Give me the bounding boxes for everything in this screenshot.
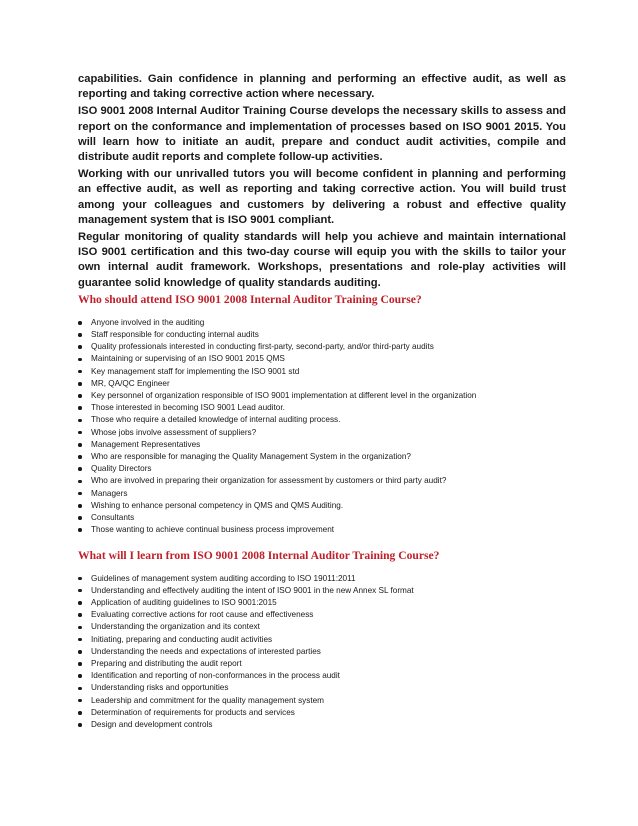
list-item bbox=[78, 585, 566, 597]
bullet-icon bbox=[78, 528, 82, 532]
bullet-icon bbox=[78, 687, 82, 691]
list-item-text: Design and development controls bbox=[91, 719, 213, 729]
bullet-icon bbox=[78, 626, 82, 630]
list-item bbox=[78, 621, 566, 633]
bullet-icon bbox=[78, 492, 82, 496]
list-item bbox=[78, 451, 566, 463]
list-item bbox=[78, 512, 566, 524]
list-item bbox=[78, 390, 566, 402]
list-item-text: Evaluating corrective actions for root cause and effectiveness bbox=[91, 610, 314, 620]
list-item bbox=[78, 463, 566, 475]
list-item-text: Quality Directors bbox=[91, 464, 152, 474]
bullet-icon bbox=[78, 321, 82, 325]
list-item-text: Understanding the organization and its context bbox=[91, 622, 260, 632]
bullet-icon bbox=[78, 419, 82, 423]
learning-outcomes-list bbox=[78, 573, 566, 732]
list-item-text: Managers bbox=[91, 488, 128, 498]
list-item bbox=[78, 402, 566, 414]
list-item-text: Anyone involved in the auditing bbox=[91, 317, 205, 327]
list-item bbox=[78, 646, 566, 658]
list-item bbox=[78, 439, 566, 451]
bullet-icon bbox=[78, 455, 82, 459]
list-item-text: Management Representatives bbox=[91, 439, 201, 449]
list-item-text: Wishing to enhance personal competency in QMS and QMS Auditing. bbox=[91, 500, 344, 510]
list-item bbox=[78, 378, 566, 390]
bullet-icon bbox=[78, 358, 82, 362]
list-item-text: Application of auditing guidelines to ISO 9001:2015 bbox=[91, 597, 277, 607]
paragraph-tutors: Working with our unrivalled tutors you will become confident in planning and performing an effective audit, as well as reporting and taking corrective action. You will build trust among your colleagues and customers by delivering a robust and effective quality management system that is ISO 9001 compliant. bbox=[78, 168, 566, 226]
list-item bbox=[78, 475, 566, 487]
paragraph-monitoring: Regular monitoring of quality standards will help you achieve and maintain international ISO 9001 certification and this two-day course will equip you with the skills to tailor your own internal audit framework. Workshops, presentations and role-play activities will guarantee solid knowledge of quality standards auditing. bbox=[78, 231, 566, 289]
bullet-icon bbox=[78, 577, 82, 581]
bullet-icon bbox=[78, 613, 82, 617]
bullet-icon bbox=[78, 638, 82, 642]
list-item-text: Those interested in becoming ISO 9001 Lead auditor. bbox=[91, 403, 285, 413]
bullet-icon bbox=[78, 650, 82, 654]
bullet-icon bbox=[78, 711, 82, 715]
bullet-icon bbox=[78, 406, 82, 410]
list-item bbox=[78, 353, 566, 365]
list-item-text: Key management staff for implementing the ISO 9001 std bbox=[91, 366, 300, 376]
list-item bbox=[78, 524, 566, 536]
list-item bbox=[78, 719, 566, 731]
list-item-text: Key personnel of organization responsible of ISO 9001 implementation at different level in the organization bbox=[91, 391, 477, 401]
list-item bbox=[78, 366, 566, 378]
list-item bbox=[78, 634, 566, 646]
list-item bbox=[78, 609, 566, 621]
document-page bbox=[78, 72, 566, 731]
list-item-text: Preparing and distributing the audit report bbox=[91, 658, 242, 668]
list-item bbox=[78, 329, 566, 341]
bullet-icon bbox=[78, 504, 82, 508]
bullet-icon bbox=[78, 699, 82, 703]
list-item bbox=[78, 500, 566, 512]
list-item-text: Maintaining or supervising of an ISO 9001 2015 QMS bbox=[91, 354, 285, 364]
bullet-icon bbox=[78, 589, 82, 593]
list-item bbox=[78, 488, 566, 500]
bullet-icon bbox=[78, 723, 82, 727]
list-item bbox=[78, 695, 566, 707]
list-item bbox=[78, 707, 566, 719]
list-item bbox=[78, 414, 566, 426]
attendee-list bbox=[78, 317, 566, 537]
heading-what-will-i-learn: What will I learn from ISO 9001 2008 Internal Auditor Training Course? bbox=[78, 548, 440, 562]
bullet-icon bbox=[78, 674, 82, 678]
bullet-icon bbox=[78, 345, 82, 349]
bullet-icon bbox=[78, 333, 82, 337]
bullet-icon bbox=[78, 382, 82, 386]
list-item-text: Initiating, preparing and conducting audit activities bbox=[91, 634, 273, 644]
list-item-text: Those wanting to achieve continual business process improvement bbox=[91, 525, 335, 535]
bullet-icon bbox=[78, 394, 82, 398]
heading-who-should-attend: Who should attend ISO 9001 2008 Internal Auditor Training Course? bbox=[78, 292, 422, 306]
paragraph-course-overview: ISO 9001 2008 Internal Auditor Training Course develops the necessary skills to assess and report on the conformance and implementation of processes based on ISO 9001 2015. You will learn how to initiate an audit, prepare and conduct audit activities, compile and distribute audit reports and complete follow-up activities. bbox=[78, 105, 566, 164]
bullet-icon bbox=[78, 601, 82, 605]
list-item-text: Determination of requirements for products and services bbox=[91, 707, 295, 717]
list-item-text: Whose jobs involve assessment of suppliers? bbox=[91, 427, 257, 437]
list-item-text: MR, QA/QC Engineer bbox=[91, 378, 170, 388]
list-item bbox=[78, 573, 566, 585]
list-item-text: Quality professionals interested in conducting first-party, second-party, and/or third-party audits bbox=[91, 342, 434, 352]
list-item-text: Understanding risks and opportunities bbox=[91, 683, 229, 693]
list-item bbox=[78, 670, 566, 682]
list-item bbox=[78, 658, 566, 670]
list-item-text: Leadership and commitment for the quality management system bbox=[91, 695, 325, 705]
list-item bbox=[78, 597, 566, 609]
list-item-text: Staff responsible for conducting internal audits bbox=[91, 330, 259, 340]
list-item-text: Who are involved in preparing their organization for assessment by customers or third party audit? bbox=[91, 476, 447, 486]
bullet-icon bbox=[78, 662, 82, 666]
list-item bbox=[78, 341, 566, 353]
bullet-icon bbox=[78, 467, 82, 471]
list-item-text: Those who require a detailed knowledge of internal auditing process. bbox=[91, 415, 341, 425]
paragraph-capabilities: capabilities. Gain confidence in planning and performing an effective audit, as well as reporting and taking corrective action where necessary. bbox=[78, 73, 566, 101]
list-item bbox=[78, 427, 566, 439]
list-item bbox=[78, 682, 566, 694]
list-item-text: Understanding and effectively auditing the intent of ISO 9001 in the new Annex SL format bbox=[91, 585, 414, 595]
bullet-icon bbox=[78, 443, 82, 447]
bullet-icon bbox=[78, 370, 82, 374]
bullet-icon bbox=[78, 431, 82, 435]
list-item-text: Identification and reporting of non-conformances in the process audit bbox=[91, 671, 340, 681]
list-item-text: Understanding the needs and expectations of interested parties bbox=[91, 646, 321, 656]
list-item bbox=[78, 317, 566, 329]
bullet-icon bbox=[78, 480, 82, 484]
bullet-icon bbox=[78, 516, 82, 520]
list-item-text: Consultants bbox=[91, 513, 135, 523]
list-item-text: Who are responsible for managing the Quality Management System in the organization? bbox=[91, 452, 411, 462]
list-item-text: Guidelines of management system auditing according to ISO 19011:2011 bbox=[91, 573, 356, 583]
